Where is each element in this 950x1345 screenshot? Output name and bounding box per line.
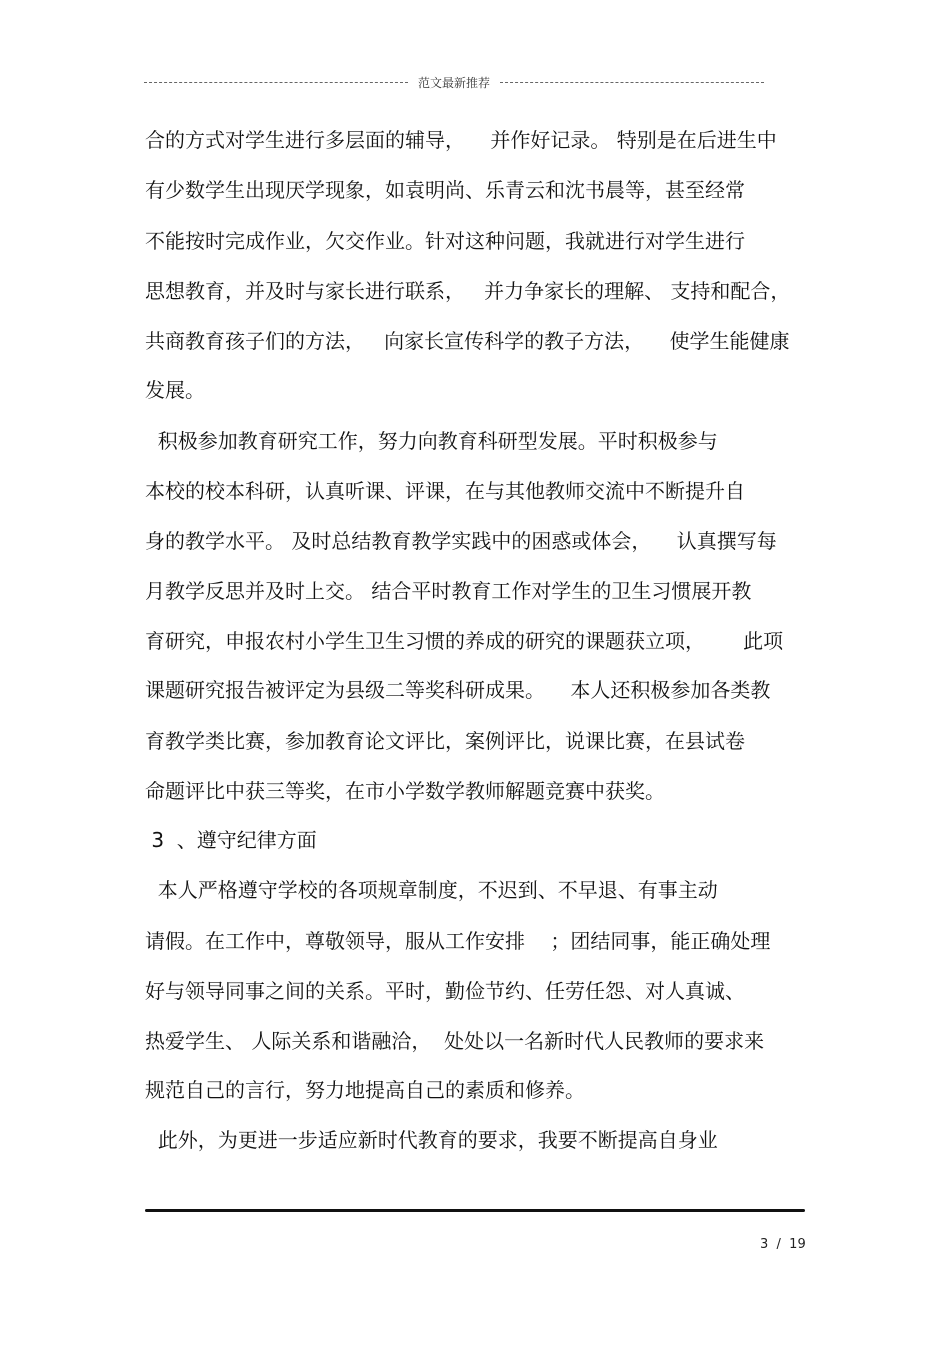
body-line: 思想教育，并及时与家长进行联系， 并力争家长的理解、 支持和配合， (145, 279, 791, 303)
page-number: 3 / 19 (760, 1237, 806, 1252)
body-line: 共商教育孩子们的方法， 向家长宣传科学的教子方法， 使学生能健康 (145, 329, 790, 353)
footer-rule (145, 1209, 805, 1212)
body-line: 育教学类比赛，参加教育论文评比，案例评比，说课比赛，在县试卷 (145, 729, 745, 753)
body-line: 好与领导同事之间的关系。平时，勤俭节约、任劳任怨、对人真诚、 (145, 979, 745, 1003)
page-header (144, 72, 764, 92)
body-line: 身的教学水平。 及时总结教育教学实践中的困惑或体会， 认真撰写每 (145, 529, 777, 553)
body-line: 有少数学生出现厌学现象，如袁明尚、乐青云和沈书晨等，甚至经常 (145, 178, 745, 202)
body-line: 请假。在工作中，尊敬领导，服从工作安排 ；团结同事，能正确处理 (145, 929, 771, 953)
body-line: 课题研究报告被评定为县级二等奖科研成果。 本人还积极参加各类教 (145, 678, 771, 702)
body-line: 发展。 (145, 378, 205, 402)
header-dash-right (500, 82, 764, 83)
body-line: 本人严格遵守学校的各项规章制度，不迟到、不早退、有事主动 (145, 878, 718, 902)
body-line: 本校的校本科研，认真听课、评课，在与其他教师交流中不断提升自 (145, 479, 745, 503)
header-title: 范文最新推荐 (418, 75, 491, 90)
section-heading: 3 、遵守纪律方面 (145, 828, 317, 852)
body-line: 不能按时完成作业，欠交作业。针对这种问题，我就进行对学生进行 (145, 229, 745, 253)
body-line: 热爱学生、 人际关系和谐融洽， 处处以一名新时代人民教师的要求来 (145, 1029, 765, 1053)
body-line: 合的方式对学生进行多层面的辅导， 并作好记录。 特别是在后进生中 (145, 128, 777, 152)
body-line: 积极参加教育研究工作，努力向教育科研型发展。平时积极参与 (145, 429, 718, 453)
body-line: 月教学反思并及时上交。 结合平时教育工作对学生的卫生习惯展开教 (145, 579, 752, 603)
body-line: 此外，为更进一步适应新时代教育的要求，我要不断提高自身业 (145, 1128, 718, 1152)
body-line: 育研究，申报农村小学生卫生习惯的养成的研究的课题获立项， 此项 (145, 629, 784, 653)
body-line: 规范自己的言行，努力地提高自己的素质和修养。 (145, 1078, 585, 1102)
body-line: 命题评比中获三等奖，在市小学数学教师解题竞赛中获奖。 (145, 779, 665, 803)
header-dash-left (144, 82, 408, 83)
